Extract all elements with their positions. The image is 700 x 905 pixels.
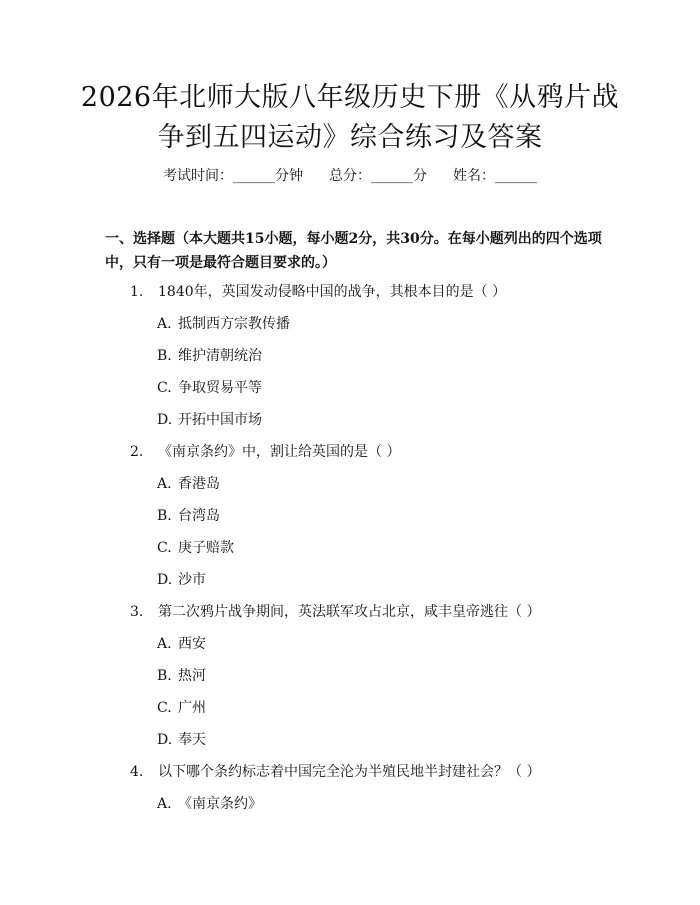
option [0,340,700,372]
option [0,692,700,724]
exam-meta [0,166,700,186]
question-list [0,276,700,820]
question-number: 4. [130,764,144,780]
option-text: 《南京条约》 [178,796,262,812]
question-number: 2. [130,444,144,460]
option-letter: A. [157,796,172,812]
option [0,372,700,404]
option [0,500,700,532]
option-text: 争取贸易平等 [178,380,262,396]
option-text: 开拓中国市场 [178,412,262,428]
option-letter: C. [157,700,172,716]
section-heading: 一、选择题（本大题共15小题，每小题2分，共30分。在每小题列出的四个选项中，只有一项是最符合题目要求的。） [105,231,602,271]
option-text: 台湾岛 [178,508,220,524]
option-letter: B. [157,668,172,684]
option-letter: A. [157,636,172,652]
option [0,404,700,436]
option-text: 庚子赔款 [178,540,234,556]
option-text: 奉天 [178,732,206,748]
option-text: 广州 [178,700,206,716]
option [0,628,700,660]
option [0,788,700,820]
option [0,308,700,340]
question-number: 1. [130,284,144,300]
option [0,468,700,500]
option-letter: C. [157,380,172,396]
option-letter: A. [157,316,172,332]
question-stem: 第二次鸦片战争期间，英法联军攻占北京，咸丰皇帝逃往（ ） [158,604,541,620]
option [0,532,700,564]
option-letter: B. [157,508,172,524]
option-text: 西安 [178,636,206,652]
option-letter: D. [157,732,173,748]
title-line-1: 2026年北师大版八年级历史下册《从鸦片战 [80,82,620,113]
total-score-field: 总分：______分 [329,168,427,184]
option-letter: A. [157,476,172,492]
question-number: 3. [130,604,144,620]
question [0,756,700,788]
question [0,276,700,308]
option-letter: D. [157,412,173,428]
option [0,564,700,596]
option-text: 热河 [178,668,206,684]
option-letter: C. [157,540,172,556]
exam-time-field: 考试时间：______分钟 [163,168,303,184]
option-text: 抵制西方宗教传播 [178,316,290,332]
option [0,724,700,756]
option-letter: B. [157,348,172,364]
question [0,596,700,628]
question-stem: 《南京条约》中，割让给英国的是（ ） [158,444,401,460]
option [0,660,700,692]
option-letter: D. [157,572,173,588]
page-title [60,78,640,158]
question-stem: 1840年，英国发动侵略中国的战争，其根本目的是（ ） [158,284,507,300]
question [0,436,700,468]
option-text: 维护清朝统治 [178,348,262,364]
question-stem: 以下哪个条约标志着中国完全沦为半殖民地半封建社会？（ ） [158,764,541,780]
title-line-2: 争到五四运动》综合练习及答案 [157,122,543,153]
student-name-field: 姓名：______ [453,168,537,184]
option-text: 香港岛 [178,476,220,492]
option-text: 沙市 [178,572,206,588]
